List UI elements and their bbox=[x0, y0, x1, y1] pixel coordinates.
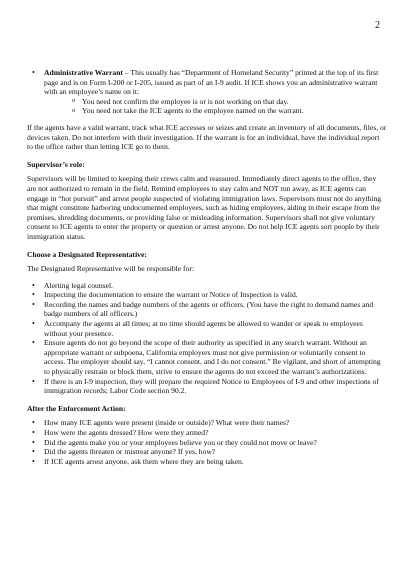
list-item: • Did the agents make you or your employees believe you or they could not move or leave? bbox=[27, 438, 387, 448]
list-item: • Alerting legal counsel. bbox=[27, 281, 387, 291]
list-item: • How were the agents dressed? How were they armed? bbox=[27, 428, 387, 438]
list-item: • Ensure agents do not go beyond the scope of their authority as specified in any search warrant. Without an appropriate warrant or subpoena, California employers must not give permission or voluntarily consent to access. The employer should say, “I cannot consent, and I do not consent.” Be vigilant, and short of attempting to physically restrain or block them, strive to ensure the agents do not exceed the warrant’s authorizations. bbox=[27, 338, 387, 376]
warrant-subitem: o You need not confirm the employee is or is not working on that day. bbox=[44, 97, 387, 107]
warrant-item bbox=[27, 68, 387, 116]
designated-list bbox=[27, 281, 387, 396]
document-body bbox=[27, 68, 387, 466]
after-heading: After the Enforcement Action: bbox=[27, 403, 126, 413]
warrant-list bbox=[27, 68, 387, 116]
supervisor-paragraph: Supervisors will be limited to keeping their crews calm and reassured. Immediately direct agents to the office, they are not authorized to remain in the field. Remind employees to stay calm and NOT run away, as ICE agents can engage in “hot pursuit” and arrest people suspected of violating immigration laws. Supervisors must not do anything that might constitute harboring undocumented employees, such as hiding employees, aiding in their escape from the premises, shredding documents, or providing false or misleading information. Supervisors shall not give voluntary consent to ICE agents to enter the property or question or arrest anyone. Do not help ICE agents sort people by their immigration status. bbox=[27, 174, 382, 241]
valid-warrant-paragraph: If the agents have a valid warrant, track what ICE accesses or seizes and create an inventory of all documents, files, or devices taken. Do not interfere with their investigation. If the warrant is for an individual, have the individual report to the office rather than letting ICE go to them. bbox=[27, 122, 387, 152]
after-list bbox=[27, 418, 387, 466]
list-item: • Accompany the agents at all times; at no time should agents be allowed to wander or speak to employees without your presence. bbox=[27, 319, 387, 338]
warrant-description: – This usually has “Department of Homeland Security” printed at the top of its first page and is on Form I-200 or I-205, issued as part of an I-9 audit. If ICE shows you an administrative warrant with an employee’s name on it: bbox=[44, 68, 379, 97]
warrant-subitem: o You need not take the ICE agents to the employee named on the warrant. bbox=[44, 106, 387, 116]
supervisor-heading: Supervisor’s role: bbox=[27, 159, 85, 169]
designated-intro: The Designated Representative will be responsible for: bbox=[27, 264, 195, 274]
warrant-term: Administrative Warrant bbox=[44, 68, 123, 77]
list-item: • If there is an I-9 inspection, they will prepare the required Notice to Employees of I-9 and other inspections of immigration records; Labor Code section 90.2. bbox=[27, 377, 387, 396]
designated-heading: Choose a Designated Representative: bbox=[27, 249, 147, 259]
list-item: • Inspecting the documentation to ensure the warrant or Notice of Inspection is valid. bbox=[27, 290, 387, 300]
warrant-subitems bbox=[44, 97, 387, 116]
list-item: • If ICE agents arrest anyone, ask them where they are being taken. bbox=[27, 457, 387, 467]
list-item: • Did the agents threaten or mistreat anyone? If yes, how? bbox=[27, 447, 387, 457]
list-item: • Recording the names and badge numbers of the agents or officers. (You have the right to demand names and badge numbers of all officers.) bbox=[27, 300, 387, 319]
page-number: 2 bbox=[375, 20, 380, 31]
list-item: • How many ICE agents were present (inside or outside)? What were their names? bbox=[27, 418, 387, 428]
